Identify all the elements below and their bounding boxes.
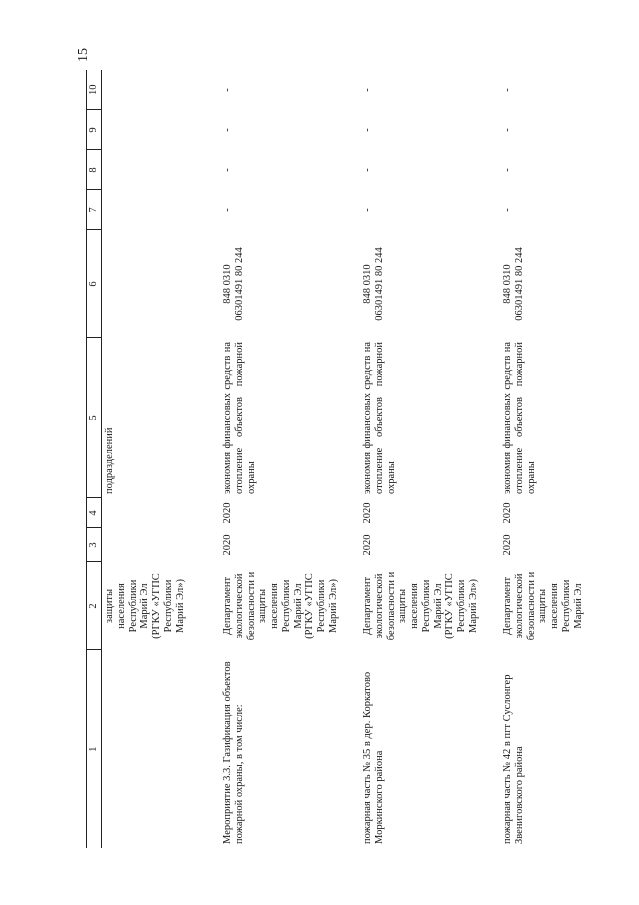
cell-col9: [102, 110, 217, 150]
cell-col7: -: [362, 208, 373, 212]
cell-result: экономия финансовых средств на отопление объектов пожарной охраны: [362, 342, 397, 494]
executor-line: Республики: [127, 579, 139, 633]
cell-col8: [102, 150, 217, 190]
cell-start-year: 2020: [362, 534, 373, 556]
page-number: 15: [76, 48, 91, 62]
header-row: [87, 70, 102, 848]
cell-executor: [356, 562, 496, 650]
executor-line: Республики: [420, 579, 432, 633]
budget-code-line: 848 0310: [502, 264, 513, 304]
cell-col9: -: [222, 128, 233, 132]
executor-line: Республики: [456, 579, 467, 633]
cell-budget-code: [216, 230, 356, 338]
executor-line: Марий Эл: [139, 583, 151, 629]
cell-executor: [102, 562, 217, 650]
executor-line: (РГКУ «УГПС: [304, 573, 316, 639]
cell-result: экономия финансовых средств на отопление объектов пожарной охраны: [222, 342, 257, 494]
executor-line: безопасности и: [385, 571, 397, 641]
cell-measure: Мероприятие 3.3. Газификация объектов пожарной охраны, в том числе:: [222, 661, 245, 844]
col-header-5: 5: [87, 338, 102, 498]
budget-code-line: 848 0310: [362, 264, 373, 304]
cell-col8: -: [502, 168, 513, 172]
cell-col8: -: [222, 168, 233, 172]
cell-col3: [102, 528, 217, 562]
cell-executor: [216, 562, 356, 650]
table-row: [216, 70, 356, 848]
executor-line: Республики: [316, 579, 327, 633]
col-header-2: 2: [87, 562, 102, 650]
executor-line: Марий Эл»): [327, 579, 339, 633]
col-header-9: 9: [87, 110, 102, 150]
executor-line: Республики: [560, 579, 572, 633]
budget-code-line: 06301491 80 244: [233, 247, 245, 321]
col-header-10: 10: [87, 70, 102, 110]
cell-measure: пожарная часть № 42 в пгт Суслонгер Звениговского района: [502, 674, 525, 844]
cell-budget-code: [496, 230, 622, 338]
executor-line: Марий Эл»): [467, 579, 479, 633]
cell-start-year: 2020: [502, 534, 513, 556]
cell-col1: [102, 650, 217, 848]
cell-col6: [102, 230, 217, 338]
executor-line: экологической: [373, 573, 385, 639]
cell-measure: пожарная часть № 35 в дер. Коркатово Моркинского района: [362, 671, 385, 844]
cell-col10: [102, 70, 217, 110]
cell-executor: [496, 562, 622, 650]
executor-line: экологической: [513, 573, 525, 639]
executor-line: населения: [549, 583, 560, 629]
cell-col10: -: [222, 88, 233, 92]
cell-col7: [102, 190, 217, 230]
executor-line: Республики: [280, 579, 292, 633]
executor-line: защиты: [257, 588, 269, 624]
executor-line: Марий Эл: [292, 583, 304, 629]
executor-line: населения: [115, 583, 127, 629]
executor-line: Марий Эл: [432, 583, 444, 629]
executor-line: защиты: [104, 588, 115, 624]
program-table: [86, 70, 622, 848]
cell-result: экономия финансовых средств на отопление объектов пожарной охраны: [502, 342, 537, 494]
budget-code-line: 06301491 80 244: [513, 247, 525, 321]
executor-line: Департамент: [362, 576, 373, 636]
cell-result: подразделений: [104, 427, 115, 494]
cell-col7: -: [502, 208, 513, 212]
executor-line: безопасности и: [525, 571, 537, 641]
cell-col9: -: [502, 128, 513, 132]
budget-code-line: 848 0310: [222, 264, 233, 304]
executor-line: экологической: [233, 573, 245, 639]
executor-line: безопасности и: [245, 571, 257, 641]
col-header-1: 1: [87, 650, 102, 848]
cell-col10: -: [362, 88, 373, 92]
executor-line: Марий Эл: [572, 583, 584, 629]
executor-line: Марий Эл»): [174, 579, 186, 633]
executor-line: (РГКУ «УГПС: [151, 573, 162, 639]
cell-col9: -: [362, 128, 373, 132]
col-header-8: 8: [87, 150, 102, 190]
table-row-continuation: [102, 70, 217, 848]
cell-end-year: 2020: [502, 502, 513, 524]
col-header-7: 7: [87, 190, 102, 230]
col-header-4: 4: [87, 498, 102, 528]
executor-line: защиты: [397, 588, 409, 624]
cell-col7: -: [222, 208, 233, 212]
executor-line: Республики: [162, 579, 174, 633]
cell-start-year: 2020: [222, 534, 233, 556]
cell-end-year: 2020: [222, 502, 233, 524]
cell-col4: [102, 498, 217, 528]
executor-line: Департамент: [222, 576, 233, 636]
cell-budget-code: [356, 230, 496, 338]
cell-col10: -: [502, 88, 513, 92]
cell-col8: -: [362, 168, 373, 172]
executor-line: Департамент: [502, 576, 513, 636]
executor-line: населения: [409, 583, 420, 629]
col-header-6: 6: [87, 230, 102, 338]
executor-line: защиты: [537, 588, 549, 624]
rotated-table-sheet: [86, 70, 622, 848]
cell-end-year: 2020: [362, 502, 373, 524]
budget-code-line: 06301491 80 244: [373, 247, 385, 321]
executor-line: (РГКУ «УГПС: [444, 573, 456, 639]
table-row: [496, 70, 622, 848]
executor-line: населения: [269, 583, 280, 629]
table-row: [356, 70, 496, 848]
col-header-3: 3: [87, 528, 102, 562]
